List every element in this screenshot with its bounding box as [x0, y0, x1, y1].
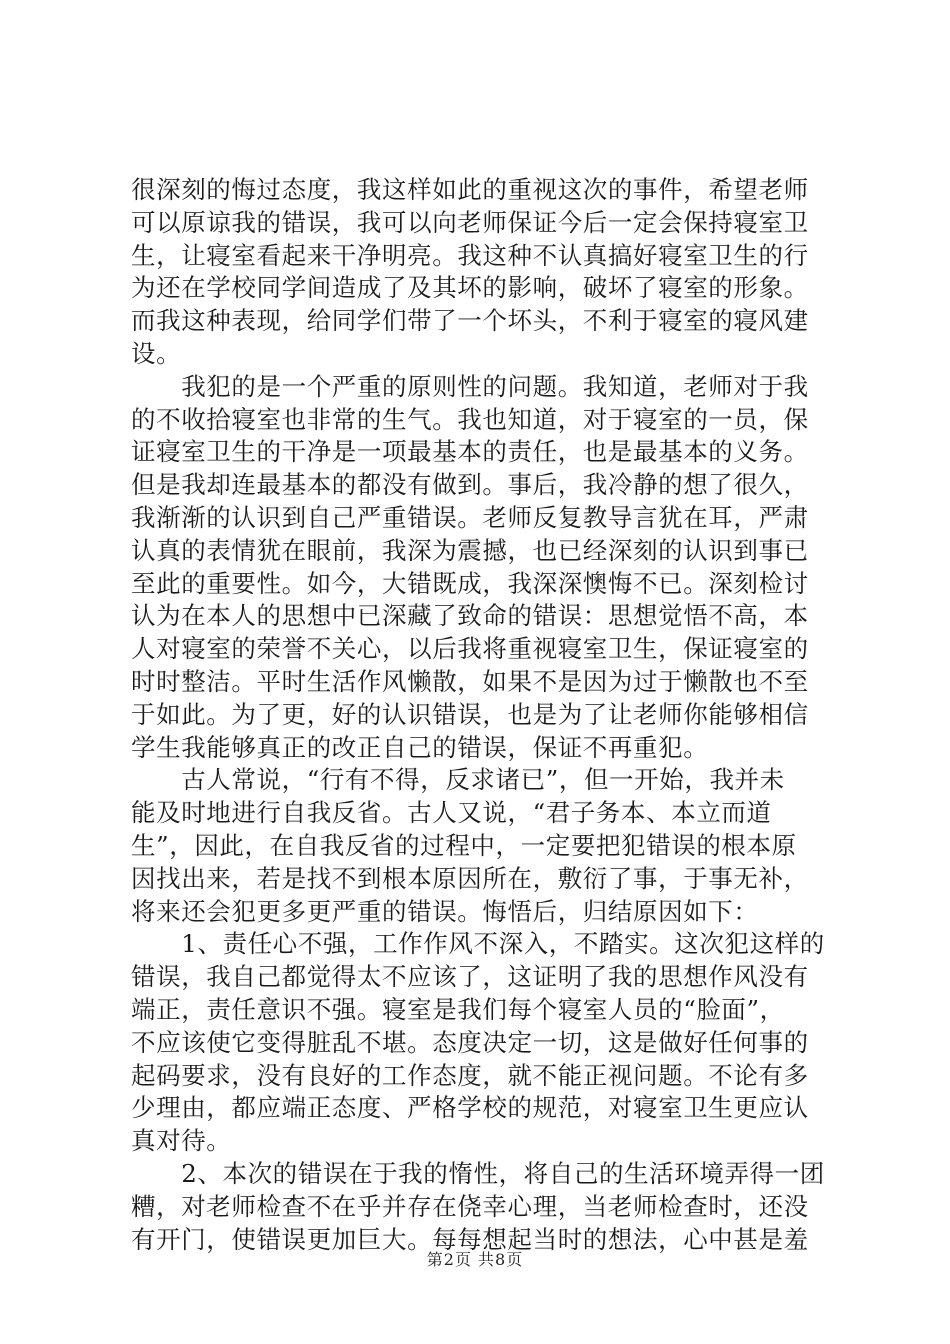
- text-line: 能及时地进行自我反省。古人又说，“君子务本、本立而道: [131, 798, 772, 828]
- text-line: 2、本次的错误在于我的惰性，将自己的生活环境弄得一团: [131, 1158, 825, 1188]
- text-line: 而我这种表现，给同学们带了一个坏头，不利于寝室的寝风建: [131, 306, 809, 336]
- text-line: 起码要求，没有良好的工作态度，就不能正视问题。不论有多: [131, 1060, 809, 1090]
- text-line: 时时整洁。平时生活作风懒散，如果不是因为过于懒散也不至: [131, 666, 809, 696]
- text-line: 糟，对老师检查不在乎并存在侥幸心理，当老师检查时，还没: [131, 1191, 809, 1221]
- text-line: 为还在学校同学间造成了及其坏的影响，破坏了寝室的形象。: [131, 273, 809, 303]
- text-line: 人对寝室的荣誉不关心，以后我将重视寝室卫生，保证寝室的: [131, 634, 809, 664]
- text-line: 可以原谅我的错误，我可以向老师保证今后一定会保持寝室卫: [131, 207, 809, 237]
- text-line: 设。: [131, 338, 182, 368]
- text-line: 认为在本人的思想中已深藏了致命的错误：思想觉悟不高，本: [131, 601, 809, 631]
- text-line: 端正，责任意识不强。寝室是我们每个寝室人员的“脸面”，: [131, 994, 785, 1024]
- text-line: 真对待。: [131, 1126, 232, 1156]
- text-line: 认真的表情犹在眼前，我深为震撼，也已经深刻的认识到事已: [131, 535, 809, 565]
- text-line: 不应该使它变得脏乱不堪。态度决定一切，这是做好任何事的: [131, 1027, 809, 1057]
- text-line: 少理由，都应端正态度、严格学校的规范，对寝室卫生更应认: [131, 1093, 809, 1123]
- text-line: 至此的重要性。如今，大错既成，我深深懊悔不已。深刻检讨: [131, 568, 809, 598]
- text-line: 很深刻的悔过态度，我这样如此的重视这次的事件，希望老师: [131, 175, 809, 204]
- text-line: 学生我能够真正的改正自己的错误，保证不再重犯。: [131, 732, 709, 762]
- text-line: 的不收拾寝室也非常的生气。我也知道，对于寝室的一员，保: [131, 404, 809, 434]
- text-line: 有开门，使错误更加巨大。每每想起当时的想法，心中甚是羞: [131, 1224, 809, 1254]
- text-line: 我犯的是一个严重的原则性的问题。我知道，老师对于我: [131, 371, 809, 401]
- text-line: 于如此。为了更，好的认识错误，也是为了让老师你能够相信: [131, 699, 809, 729]
- text-line: 1、责任心不强，工作作风不深入，不踏实。这次犯这样的: [131, 929, 825, 959]
- text-line: 但是我却连最基本的都没有做到。事后，我冷静的想了很久，: [131, 470, 809, 500]
- page-footer: 第2页 共8页: [426, 1250, 524, 1269]
- body-text: [131, 174, 831, 1256]
- text-line: 我渐渐的认识到自己严重错误。老师反复教导言犹在耳，严肃: [131, 502, 809, 532]
- text-line: 因找出来，若是找不到根本原因所在，敷衍了事，于事无补，: [131, 863, 809, 893]
- text-line: 古人常说，“行有不得，反求诸已”，但一开始，我并未: [131, 765, 785, 795]
- text-line: 生”，因此，在自我反省的过程中，一定要把犯错误的根本原: [131, 830, 797, 860]
- text-line: 证寝室卫生的干净是一项最基本的责任，也是最基本的义务。: [131, 437, 809, 467]
- text-line: 生，让寝室看起来干净明亮。我这种不认真搞好寝室卫生的行: [131, 240, 809, 270]
- text-line: 将来还会犯更多更严重的错误。悔悟后，归结原因如下：: [131, 896, 759, 926]
- text-line: 错误，我自己都觉得太不应该了，这证明了我的思想作风没有: [131, 962, 809, 992]
